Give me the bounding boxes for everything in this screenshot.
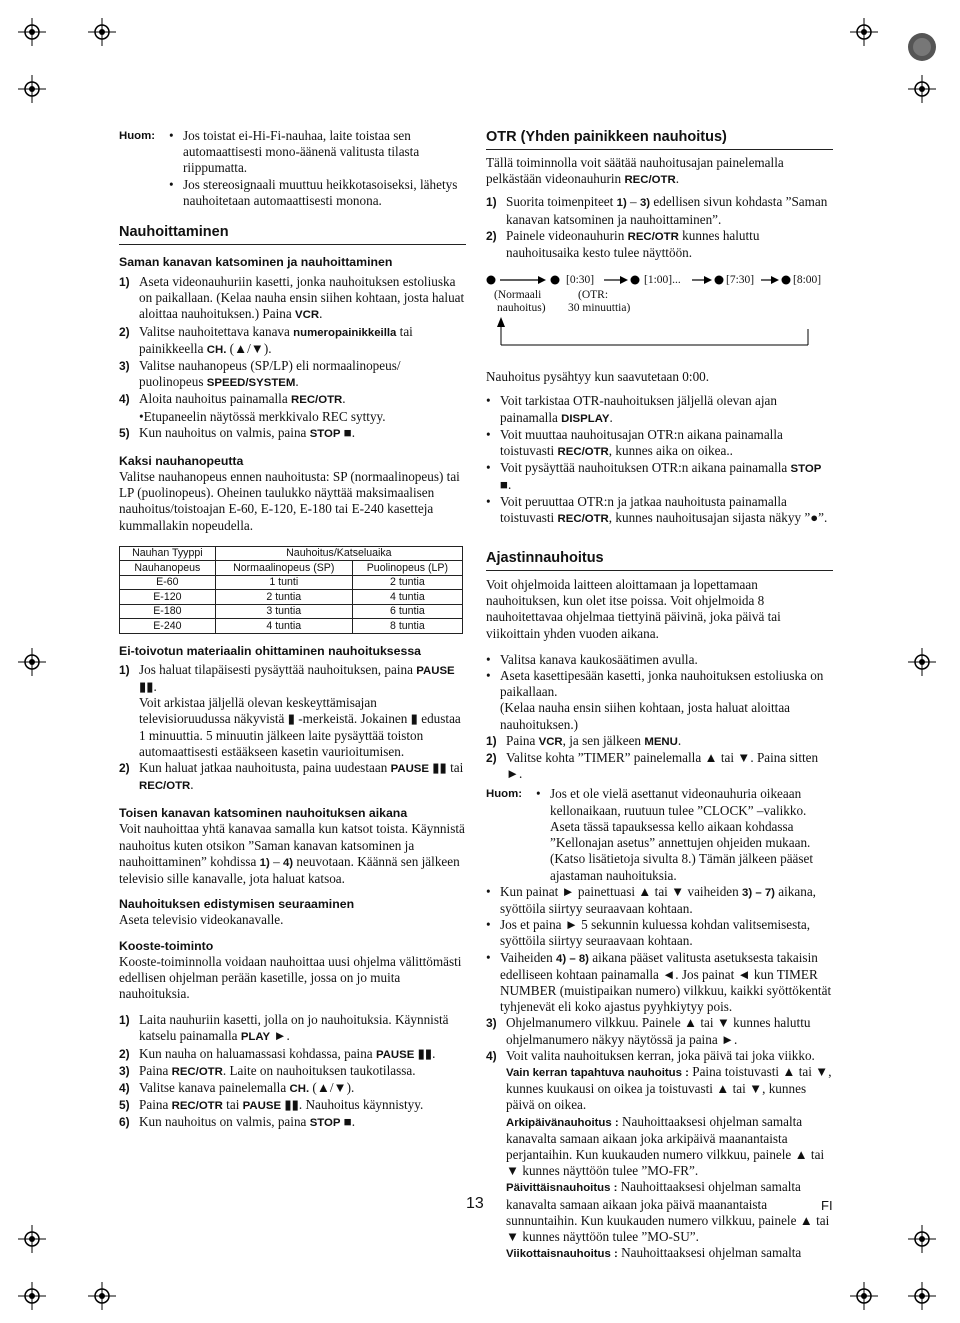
page-number: 13: [466, 1195, 484, 1212]
list-item: • Kun painat ► painettuasi ▲ tai ▼ vaiheiden 3) – 7) aikana, syöttöila siirtyy seuraavaan kohtaan.: [486, 883, 816, 916]
registration-mark-icon: [18, 648, 46, 676]
table-header: Puolinopeus (LP): [352, 561, 462, 576]
color-target-icon: [907, 32, 937, 62]
registration-mark-icon: [908, 648, 936, 676]
subsection-title: Kooste-toiminto: [119, 938, 214, 953]
step-item: 4) Valitse kanava painelemalla CH. (▲/▼).: [119, 1079, 355, 1095]
step-item: 1) Jos haluat tilapäisesti pysäyttää nauhoituksen, paina PAUSE ▮▮. Voit arkistaa jäljellä olevan keskeyttämisajan televisioruudussa näkyvistä ▮ -merkeistä. Jokainen ▮ edustaa 1 minuuttia. 5 minuutin jälkeen laite pysäyttää toiston automaattisesti estääkseen kasetin vaurioitumisen.: [119, 661, 461, 759]
section-title-otr: OTR (Yhden painikkeen nauhoitus): [486, 128, 833, 150]
step-item: 1) Suorita toimenpiteet 1) – 3) edellisen sivun kohdasta ”Saman kanavan katsominen ja nauhoittaminen”.: [486, 194, 828, 227]
paragraph: Voit ohjelmoida laitteen aloittamaan ja lopettamaan nauhoituksen, kun olet itse poissa. Voit ohjelmoida 8 nauhoitettavaa ohjelmaa tiettyinä päivinä, joka päivä tai viikoittain yhden vuoden aikana.: [486, 577, 781, 641]
step-item: 6) Kun nauhoitus on valmis, paina STOP ■.: [119, 1114, 356, 1130]
step-item: 2) Painele videonauhurin REC/OTR kunnes haluttu nauhoitusaika kesto tulee näyttöön.: [486, 227, 760, 261]
registration-mark-icon: [18, 75, 46, 103]
list-item: • Jos et paina ► 5 sekunnin kuluessa kohdan valitsemisesta, syöttöila siirtyy seuraavaan kohtaan.: [486, 917, 811, 949]
list-item: • Voit pysäyttää nauhoituksen OTR:n aikana painamalla STOP ■.: [486, 460, 822, 493]
left-column: [119, 128, 466, 1132]
registration-mark-icon: [88, 18, 116, 46]
otr-cycle-diagram: [486, 269, 833, 347]
note-block: Huom: • Jos et ole vielä asettanut videonauhuria oikeaan kellonaikaan, ruutuun tulee ”CLOCK” –valikko. Aseta tässä tapauksessa kello aikaan kohdassa ”Kellonajan asetus” annettujen ohjeiden mukaan. (Katso lisätietoja sivulta 8.) Tämän jälkeen pääset ajastaman nauhoituksia.: [486, 786, 814, 883]
otr-caption: (OTR:: [578, 289, 609, 302]
step-item: 1) Laita nauhuriin kasetti, jolla on jo nauhoituksia. Käynnistä katselu painamalla PLAY ►.: [119, 1012, 449, 1044]
table-header: Nauhan Tyyppi: [120, 546, 216, 561]
otr-caption: 30 minuuttia): [568, 302, 631, 315]
step-item: 3) Valitse nauhanopeus (SP/LP) eli normaalinopeus/ puolinopeus SPEED/SYSTEM.: [119, 358, 401, 390]
subsection-title: Kaksi nauhanopeutta: [119, 454, 244, 469]
tape-time-table: [119, 546, 463, 634]
table-row: E-180 3 tuntia 6 tuntia: [120, 604, 463, 619]
table-row: E-60 1 tunti 2 tuntia: [120, 575, 463, 590]
table-header: Normaalinopeus (SP): [215, 561, 352, 576]
note-label: Huom:: [119, 130, 156, 142]
table-row: E-240 4 tuntia 8 tuntia: [120, 619, 463, 634]
list-item: • Valitsa kanava kaukosäätimen avulla.: [486, 651, 698, 667]
list-item: • Vaiheiden 4) – 8) aikana pääset valitusta asetuksesta takaisin edelliseen kohtaan painamalla ◄. Jos painat ◄ kun TIMER NUMBER (muistipaikan numero) vilkkuu, kaikki syöttökentät tyhjenevät eli koko ajastus pyyhkiytyy pois.: [486, 949, 832, 1015]
step-item: 2) Kun nauha on haluamassasi kohdassa, paina PAUSE ▮▮.: [119, 1045, 436, 1061]
otr-time-label: [0:30]: [566, 274, 595, 287]
otr-time-label: [1:00]...: [644, 274, 681, 287]
step-item: 4) Aloita nauhoitus painamalla REC/OTR. •Etupaneelin näytössä merkkivalo REC syttyy.: [119, 391, 386, 424]
section-title-ajastin: Ajastinnauhoitus: [486, 549, 833, 571]
otr-caption: (Normaali: [494, 289, 542, 302]
paragraph: Voit nauhoittaa yhtä kanavaa samalla kun katsot toista. Käynnistä nauhoitus kuten otsikon ”Saman kanavan katsominen ja nauhoittaminen” kohdissa 1) – 4) neuvotaan. Käännä sen jälkeen televisio sille kanavalle, jota haluat katsoa.: [119, 821, 465, 887]
list-item: • Voit peruuttaa OTR:n ja jatkaa nauhoitusta painamalla toistuvasti REC/OTR, kunnes nauhoitusajan sijasta näkyy ”●”.: [486, 493, 828, 525]
step-item: 3) Paina REC/OTR. Laite on nauhoituksen taukotilassa.: [119, 1062, 416, 1078]
note-block: [119, 128, 466, 209]
subsection-title: Toisen kanavan katsominen nauhoituksen aikana: [119, 806, 408, 821]
otr-time-label: [8:00]: [793, 274, 822, 287]
step-item: 5) Kun nauhoitus on valmis, paina STOP ■.: [119, 424, 356, 440]
registration-mark-icon: [850, 1282, 878, 1310]
step-item: 1) Aseta videonauhuriin kasetti, jonka nauhoituksen estoliuska on paikallaan. (Kelaa nauha ensin siihen kohtaan, josta haluat aloittaa nauhoituksen.) Paina VCR.: [119, 274, 465, 322]
table-row: E-120 2 tuntia 4 tuntia: [120, 590, 463, 605]
right-column: [486, 128, 833, 1262]
subsection-title: Ei-toivotun materiaalin ohittaminen nauhoituksessa: [119, 643, 422, 658]
list-item: • Voit tarkistaa OTR-nauhoituksen jäljellä olevan ajan painamalla DISPLAY.: [486, 393, 777, 425]
language-code: FI: [821, 1198, 833, 1213]
note-label: Huom:: [486, 788, 523, 801]
paragraph: Kooste-toiminnolla voidaan nauhoittaa uusi ohjelma välittömästi edellisen ohjelman perään kasetille, jossa on jo muita nauhoituksia.: [119, 953, 462, 1001]
subsection-title: Saman kanavan katsominen ja nauhoittaminen: [119, 255, 393, 270]
step-item: 5) Paina REC/OTR tai PAUSE ▮▮. Nauhoitus käynnistyy.: [119, 1097, 424, 1113]
table-header: Nauhoitus/Katseluaika: [215, 546, 462, 561]
list-item: • Voit muuttaa nauhoitusajan OTR:n aikana painamalla toistuvasti REC/OTR, kunnes aika on oikea..: [486, 426, 783, 459]
registration-mark-icon: [908, 1225, 936, 1253]
table-header: Nauhanopeus: [120, 561, 216, 576]
step-item: 1) Paina VCR, ja sen jälkeen MENU.: [486, 732, 682, 748]
paragraph: Valitse nauhanopeus ennen nauhoitusta: SP (normaalinopeus) tai LP (puolinopeus). Oheinen taulukko näyttää maksimaalisen nauhoitus/toistoajan E-60, E-120, E-180 tai E-240 kasetteja kummallakin nopeudella.: [119, 469, 460, 533]
otr-caption: nauhoitus): [497, 302, 546, 315]
registration-mark-icon: [908, 1282, 936, 1310]
otr-time-label: [7:30]: [726, 274, 755, 287]
registration-mark-icon: [88, 1282, 116, 1310]
step-item: 2) Kun haluat jatkaa nauhoitusta, paina uudestaan PAUSE ▮▮ tai REC/OTR.: [119, 760, 464, 793]
registration-mark-icon: [850, 18, 878, 46]
section-title-nauhoittaminen: Nauhoittaminen: [119, 223, 466, 245]
subsection-title: Nauhoituksen edistymisen seuraaminen: [119, 897, 355, 912]
paragraph: Nauhoitus pysähtyy kun saavutetaan 0:00.: [486, 369, 710, 385]
step-item: 3) Ohjelmanumero vilkkuu. Painele ▲ tai ▼ kunnes haluttu ohjelmanumero näkyy näytössä ja paina ►.: [486, 1015, 811, 1047]
note-item: • Jos toistat ei-Hi-Fi-nauhaa, laite toistaa sen automaattisesti mono-äänenä valitusta tilasta riippumatta.: [169, 128, 420, 176]
paragraph: Tällä toiminnolla voit säätää nauhoitusajan painelemalla pelkästään videonauhurin REC/OTR.: [486, 155, 784, 187]
registration-mark-icon: [18, 1282, 46, 1310]
step-item: 4) Voit valita nauhoituksen kerran, joka päivä tai joka viikko. Vain kerran tapahtuva nauhoitus : Paina toistuvasti ▲ tai ▼, kunnes kuukausi on oikea ja toistuvasti ▲ tai ▼, kunnes päivä on oikea. Arkipäivänauhoitus : Nauhoittaaksesi ohjelman samalta kanavalta samaan aikaan joka arkipäivä maanantaista perjantaihin. Kun kuukauden numero vilkkuu, painele ▲ tai ▼ kunnes näyttöön tulee ”MO-FR”. Päivittäisnauhoitus : Nauhoittaaksesi ohjelman samalta kanavalta samaan aikaan joka päivä maanantaista sunnuntaihin. Kun kuukauden numero vilkkuu, painele ▲ tai ▼ kunnes näyttöön tulee ”MO-SU”. Viikottaisnauhoitus : Nauhoittaaksesi ohjelman samalta: [486, 1047, 832, 1261]
list-item: • Aseta kasettipesään kasetti, jonka nauhoituksen estoliuska on paikallaan. (Kelaa nauha ensin siihen kohtaan, josta haluat aloittaa nauhoituksen.): [486, 668, 824, 732]
note-item: • Jos stereosignaali muuttuu heikkotasoiseksi, lähetys nauhoitetaan automaattisesti monona.: [169, 176, 458, 208]
step-item: 2) Valitse kohta ”TIMER” painelemalla ▲ tai ▼. Paina sitten ►.: [486, 750, 819, 782]
registration-mark-icon: [908, 75, 936, 103]
registration-mark-icon: [18, 1225, 46, 1253]
registration-mark-icon: [18, 18, 46, 46]
paragraph: Aseta televisio videokanavalle.: [119, 912, 284, 928]
step-item: 2) Valitse nauhoitettava kanava numeropainikkeilla tai painikkeella CH. (▲/▼).: [119, 323, 413, 356]
